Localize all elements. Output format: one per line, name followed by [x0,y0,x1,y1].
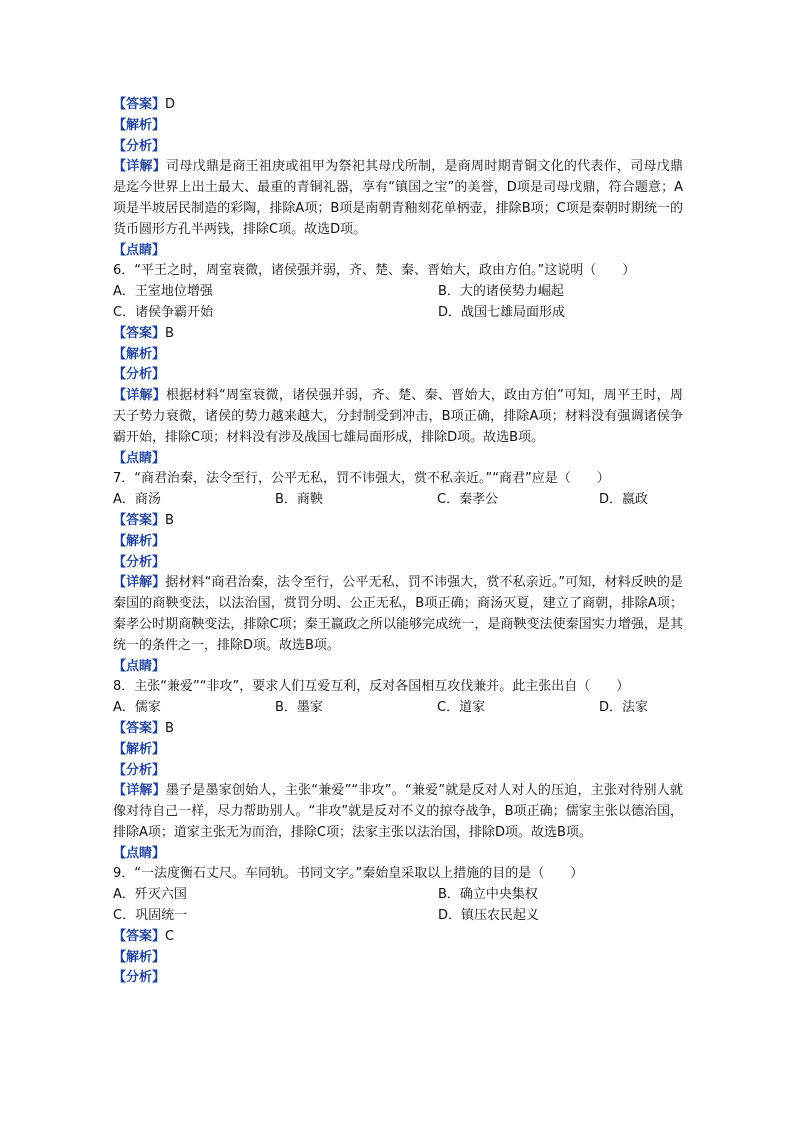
answer-tag: 【答案】 [113,512,166,528]
q8-stem: 8．主张“兼爱”“非攻”，要求人们互爱互利，反对各国相互攻伐兼并。此主张出自（ ） [113,679,630,695]
q5-dianjing [113,241,683,262]
analysis-tag: 【解析】 [113,117,166,133]
answer-value: B [165,325,174,341]
q8-option-c: C．道家 [437,700,486,716]
q7-option-d: D．嬴政 [599,492,649,508]
detail-tag: 【详解】 [113,388,166,404]
q9-answer [113,927,683,948]
q8-analysis [113,740,683,761]
dianjing-tag: 【点睛】 [113,845,166,861]
q6-dianjing [113,449,683,470]
q8-option-d: D．法家 [599,700,649,716]
detail-tag: 【详解】 [113,783,166,799]
fenxi-tag: 【分析】 [113,762,166,778]
answer-tag: 【答案】 [113,325,166,341]
q5-detail [113,157,683,240]
q7-fenxi [113,553,683,574]
dianjing-tag: 【点睛】 [113,450,166,466]
q7-analysis [113,532,683,553]
detail-tag: 【详解】 [113,575,166,591]
q5-analysis [113,116,683,137]
q7-dianjing [113,657,683,678]
detail-text: 根据材料“周室衰微，诸侯强并弱，齐、楚、秦、晋始大，政由方伯”可知，周平王时，周天子势力衰微，诸侯的势力越来越大，分封制受到冲击，B项正确，排除A项；材料没有强调诸侯争霸开始，排除C项；材料没有涉及战国七雄局面形成，排除D项。故选B项。 [113,388,683,445]
q7-option-c: C．秦孝公 [437,492,499,508]
q7-detail [113,573,683,656]
q8-option-b: B．墨家 [275,700,323,716]
q7-option-b: B．商鞅 [275,492,323,508]
q6-answer [113,324,683,345]
q9-option-b: B．确立中央集权 [438,887,538,903]
q6-option-a: A．王室地位增强 [113,284,213,300]
q8-answer [113,719,683,740]
q7-options [113,490,683,511]
detail-text: 司母戊鼎是商王祖庚或祖甲为祭祀其母戊所制，是商周时期青铜文化的代表作，司母戊鼎是迄今世界上出土最大、最重的青铜礼器，享有“镇国之宝”的美誉，D项是司母戊鼎，符合题意；A项是半坡居民制造的彩陶，排除A项；B项是南朝青釉刻花单柄壶，排除B项；C项是秦朝时期统一的货币圆形方孔半两钱，排除C项。故选D项。 [113,159,683,237]
q6-option-c: C．诸侯争霸开始 [113,304,214,320]
q6-fenxi [113,365,683,386]
answer-value: C [165,928,175,944]
answer-value: D [165,97,176,112]
q6-analysis [113,345,683,366]
answer-tag: 【答案】 [113,720,166,736]
answer-value: B [165,512,174,528]
detail-tag: 【详解】 [113,159,167,175]
q7-answer [113,511,683,532]
q8-fenxi [113,761,683,782]
q9-option-a: A．歼灭六国 [113,887,187,903]
fenxi-tag: 【分析】 [113,138,166,154]
q9-option-c: C．巩固统一 [113,908,188,924]
q6-detail [113,386,683,448]
fenxi-tag: 【分析】 [113,970,166,986]
q7-stem: 7．“商君治秦，法令至行，公平无私，罚不讳强大，赏不私亲近。”“商君”应是（ ） [113,471,610,487]
fenxi-tag: 【分析】 [113,554,166,570]
q9-options-row2 [113,906,683,927]
answer-value: B [165,720,174,736]
q9-options-row1 [113,885,683,906]
q8-detail [113,781,683,843]
document-page [113,95,683,989]
q7-option-a: A．商汤 [113,492,161,508]
q8-dianjing [113,844,683,865]
q6-option-b: B．大的诸侯势力崛起 [438,284,564,300]
q8-option-a: A．儒家 [113,700,161,716]
q6-options-row2 [113,303,683,324]
q8-options [113,698,683,719]
q6-stem: 6．“平王之时，周室衰微，诸侯强并弱，齐、楚、秦、晋始大，政由方伯。”这说明（ ） [113,263,636,279]
q9-fenxi [113,968,683,989]
analysis-tag: 【解析】 [113,949,166,965]
answer-tag: 【答案】 [113,97,166,112]
analysis-tag: 【解析】 [113,533,166,549]
dianjing-tag: 【点睛】 [113,242,166,258]
q9-analysis [113,948,683,969]
q9-stem: 9．“一法度衡石丈尺。车同轨。书同文字。”秦始皇采取以上措施的目的是（ ） [113,866,584,882]
answer-tag: 【答案】 [113,928,166,944]
q6-options-row1 [113,282,683,303]
q9-option-d: D．镇压农民起义 [438,908,540,924]
detail-text: 据材料“商君治秦，法令至行，公平无私，罚不讳强大，赏不私亲近。”可知，材料反映的是秦国的商鞅变法，以法治国，赏罚分明、公正无私，B项正确；商汤灭夏，建立了商朝，排除A项；秦孝公时期商鞅变法，排除C项；秦王嬴政之所以能够完成统一，是商鞅变法使秦国实力增强，是其统一的条件之一，排除D项。故选B项。 [113,575,683,653]
detail-text: 墨子是墨家创始人，主张“兼爱”“非攻”。“兼爱”就是反对人对人的压迫，主张对待别人就像对待自己一样，尽力帮助别人。“非攻”就是反对不义的掠夺战争，B项正确；儒家主张以德治国，排除A项；道家主张无为而治，排除C项；法家主张以法治国，排除D项。故选B项。 [113,783,683,840]
analysis-tag: 【解析】 [113,741,166,757]
q5-fenxi [113,137,683,158]
dianjing-tag: 【点睛】 [113,658,166,674]
analysis-tag: 【解析】 [113,346,166,362]
fenxi-tag: 【分析】 [113,367,166,383]
q6-option-d: D．战国七雄局面形成 [438,304,566,320]
q5-answer [113,95,683,116]
